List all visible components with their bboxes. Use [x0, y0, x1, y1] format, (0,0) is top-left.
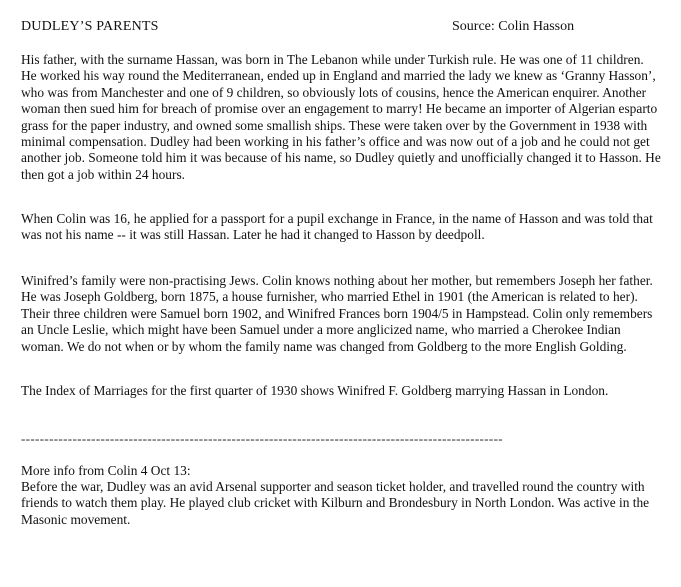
- more-info-heading: More info from Colin 4 Oct 13:: [21, 463, 191, 478]
- page-header: [21, 18, 661, 36]
- paragraph-colin-passport: When Colin was 16, he applied for a passport for a pupil exchange in France, in the name of Hasson and was told that was not his name -- it was still Hassan. Later he had it changed to Hasson by deedpoll.: [21, 211, 653, 243]
- paragraph-marriage-index: The Index of Marriages for the first quarter of 1930 shows Winifred F. Goldberg marrying Hassan in London.: [21, 383, 609, 398]
- source-attribution: Source: Colin Hasson: [452, 19, 575, 34]
- page-title: DUDLEY’S PARENTS: [21, 19, 159, 34]
- dashed-divider: -------------------------------------------------------------------------------------------------------: [21, 431, 503, 446]
- paragraph-fathers-history: His father, with the surname Hassan, was born in The Lebanon while under Turkish rule. He was one of 11 children. He worked his way round the Mediterranean, ended up in England and married the lady we knew as ‘Granny Hasson’, who was from Manchester and one of 9 children, so obviously lots of cousins, hence the American enquirer. Another woman then sued him for breach of promise over an engagement to marry! He became an importer of Algerian esparto grass for the paper industry, and owned some smallish ships. These were taken over by the Government in 1938 with minimal compensation. Dudley had been working in his father’s office and was now out of a job and he could not get another job. Someone told him it was because of his name, so Dudley quietly and unofficially changed it to Hasson. He then got a job within 24 hours.: [21, 52, 661, 182]
- paragraph-winifred-family: Winifred’s family were non-practising Jews. Colin knows nothing about her mother, but remembers Joseph her father. He was Joseph Goldberg, born 1875, a house furnisher, who married Ethel in 1901 (the American is related to her). Their three children were Samuel born 1902, and Winifred Frances born 1904/5 in Hampstead. Colin only remembers an Uncle Leslie, which might have been Samuel under a more anglicized name, who married a Cherokee Indian woman. We do not when or by whom the family name was changed from Goldberg to the more English Golding.: [21, 273, 653, 354]
- paragraph-more-info: Before the war, Dudley was an avid Arsenal supporter and season ticket holder, and travelled round the country with friends to watch them play. He played club cricket with Kilburn and Brondesbury in North London. Was active in the Masonic movement.: [21, 479, 650, 527]
